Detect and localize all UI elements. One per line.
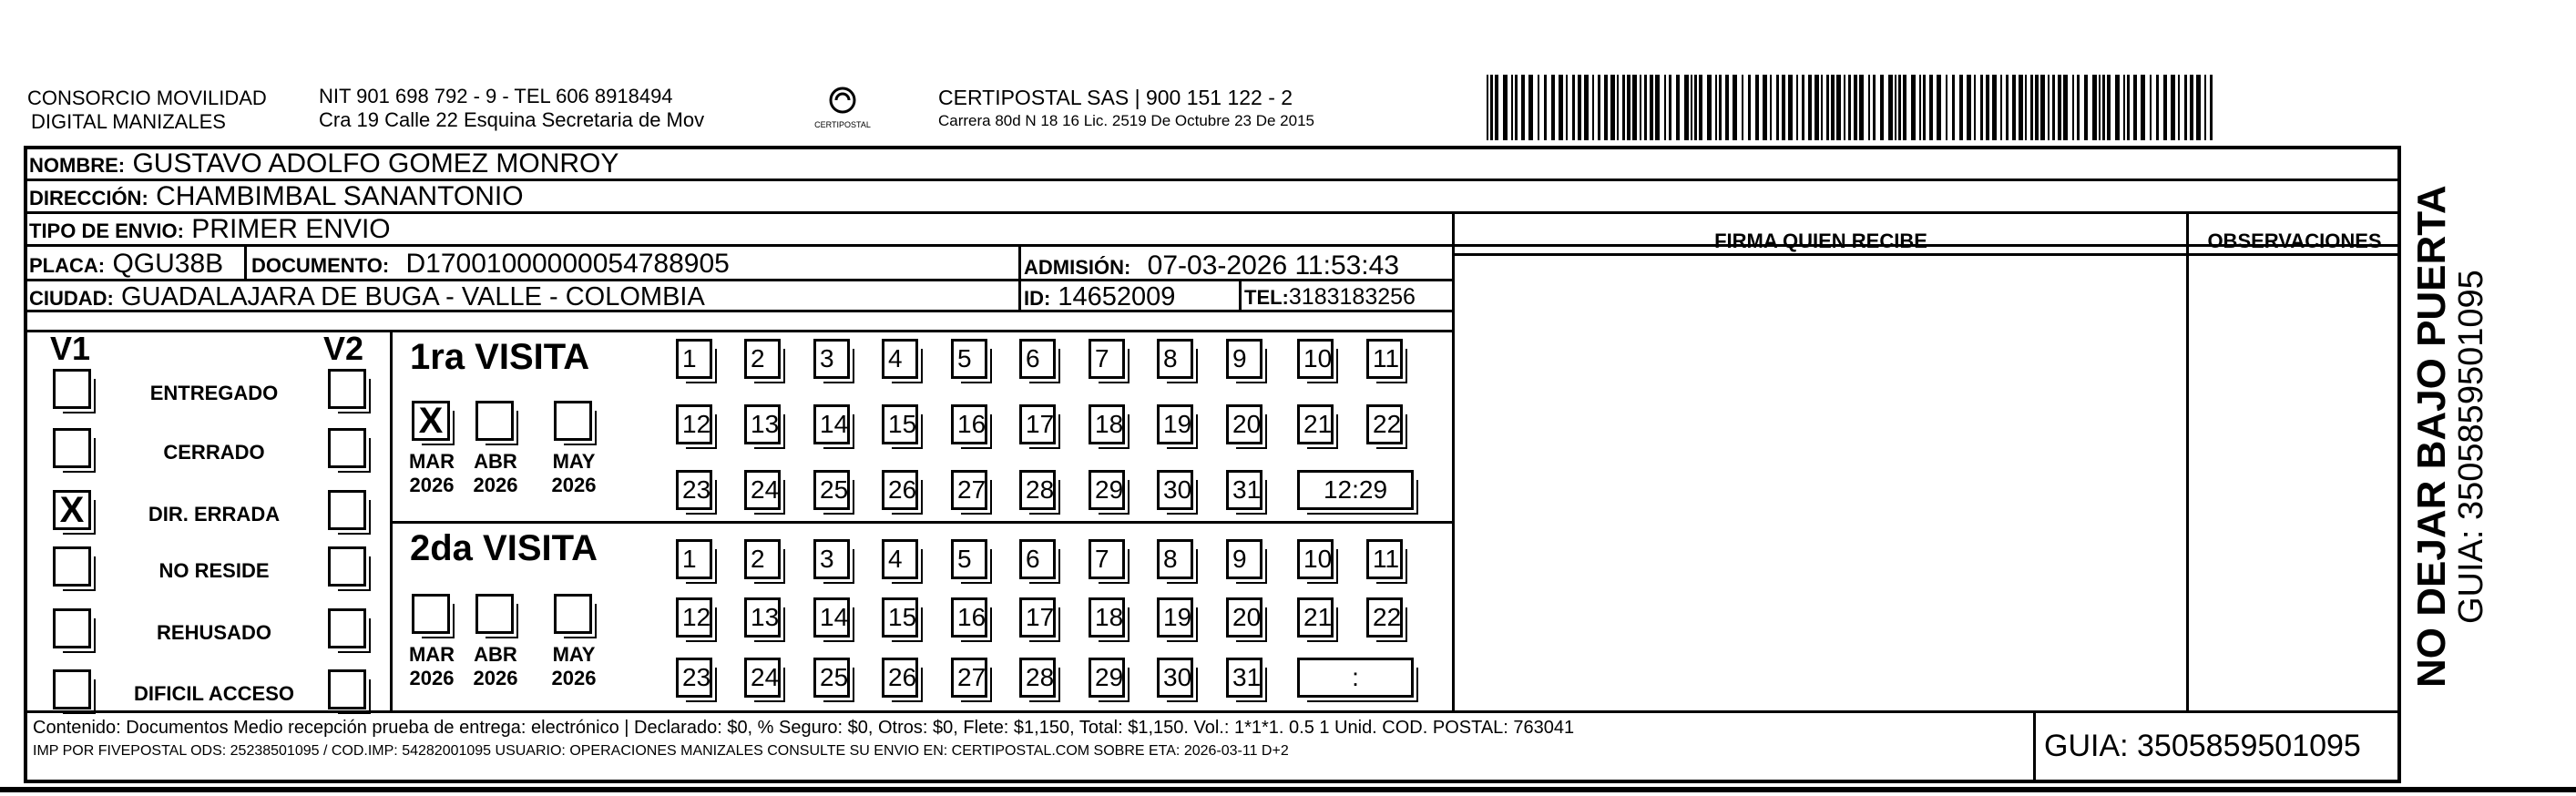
day-27[interactable]: 27 — [951, 470, 987, 510]
status-label: DIR. ERRADA — [148, 503, 281, 526]
year-label: 2026 — [409, 474, 455, 496]
day-12[interactable]: 12 — [676, 597, 712, 638]
day-24[interactable]: 24 — [744, 470, 781, 510]
day-16[interactable]: 16 — [951, 597, 987, 638]
day-13[interactable]: 13 — [744, 404, 781, 444]
day-3[interactable]: 3 — [813, 339, 850, 379]
day-29[interactable]: 29 — [1089, 470, 1125, 510]
no-dejar-notice: NO DEJAR BAJO PUERTA — [2409, 185, 2454, 688]
month-checkbox[interactable] — [554, 401, 592, 441]
day-18[interactable]: 18 — [1089, 597, 1125, 638]
day-2[interactable]: 2 — [744, 339, 781, 379]
tipo-envio-row: TIPO DE ENVIO: PRIMER ENVIO — [29, 214, 391, 244]
month-label: MAY — [552, 643, 596, 666]
day-6[interactable]: 6 — [1019, 539, 1056, 579]
side-guia: GUIA: 3505859501095 — [2452, 270, 2490, 624]
admision-field: ADMISIÓN: 07-03-2026 11:53:43 — [1024, 250, 1400, 281]
barcode — [1487, 75, 2215, 140]
v1-checkbox[interactable] — [53, 669, 91, 709]
day-25[interactable]: 25 — [813, 470, 850, 510]
day-22[interactable]: 22 — [1366, 404, 1403, 444]
year-label: 2026 — [551, 474, 597, 496]
month-checkbox[interactable] — [554, 594, 592, 634]
v1-checkbox[interactable] — [53, 608, 91, 648]
v2-checkbox[interactable] — [328, 669, 366, 709]
day-30[interactable]: 30 — [1157, 658, 1193, 698]
time-field[interactable]: : — [1297, 658, 1414, 698]
day-20[interactable]: 20 — [1226, 404, 1262, 444]
svg-text:CERTIPOSTAL: CERTIPOSTAL — [814, 120, 871, 129]
day-20[interactable]: 20 — [1226, 597, 1262, 638]
day-2[interactable]: 2 — [744, 539, 781, 579]
day-14[interactable]: 14 — [813, 404, 850, 444]
v2-header: V2 — [323, 330, 364, 367]
day-11[interactable]: 11 — [1366, 539, 1403, 579]
day-9[interactable]: 9 — [1226, 339, 1262, 379]
company-nit: NIT 901 698 792 - 9 - TEL 606 8918494 Cra 19 Calle 22 Esquina Secretaria de Mov — [319, 85, 705, 131]
day-29[interactable]: 29 — [1089, 658, 1125, 698]
day-7[interactable]: 7 — [1089, 339, 1125, 379]
tel-field: TEL:3183183256 — [1244, 284, 1416, 310]
visit1-title: 1ra VISITA — [410, 337, 590, 377]
day-12[interactable]: 12 — [676, 404, 712, 444]
day-1[interactable]: 1 — [676, 339, 712, 379]
footer-guia: GUIA: 3505859501095 — [2044, 729, 2361, 763]
month-checkbox[interactable] — [475, 594, 514, 634]
year-label: 2026 — [473, 474, 518, 496]
id-field: ID: 14652009 — [1024, 282, 1176, 311]
certipostal-info: CERTIPOSTAL SAS | 900 151 122 - 2 Carrera 80d N 18 16 Lic. 2519 De Octubre 23 De 2015 — [938, 86, 1314, 129]
v1-checkbox[interactable]: X — [53, 490, 91, 530]
day-19[interactable]: 19 — [1157, 597, 1193, 638]
month-label: MAR — [408, 643, 455, 666]
day-7[interactable]: 7 — [1089, 539, 1125, 579]
day-10[interactable]: 10 — [1297, 339, 1334, 379]
v2-checkbox[interactable] — [328, 546, 366, 587]
day-10[interactable]: 10 — [1297, 539, 1334, 579]
day-4[interactable]: 4 — [882, 539, 918, 579]
day-19[interactable]: 19 — [1157, 404, 1193, 444]
direccion-row: DIRECCIÓN: CHAMBIMBAL SANANTONIO — [29, 181, 524, 211]
day-15[interactable]: 15 — [882, 597, 918, 638]
day-26[interactable]: 26 — [882, 470, 918, 510]
year-label: 2026 — [409, 667, 455, 689]
documento-field: DOCUMENTO: D17001000000054788905 — [251, 249, 730, 279]
day-17[interactable]: 17 — [1019, 597, 1056, 638]
v2-checkbox[interactable] — [328, 608, 366, 648]
day-31[interactable]: 31 — [1226, 470, 1262, 510]
day-5[interactable]: 5 — [951, 339, 987, 379]
month-label: ABR — [474, 450, 517, 473]
day-16[interactable]: 16 — [951, 404, 987, 444]
day-8[interactable]: 8 — [1157, 339, 1193, 379]
day-28[interactable]: 28 — [1019, 658, 1056, 698]
day-4[interactable]: 4 — [882, 339, 918, 379]
month-label: MAY — [552, 450, 596, 473]
company-name: CONSORCIO MOVILIDAD DIGITAL MANIZALES — [27, 87, 267, 133]
month-checkbox[interactable]: X — [412, 401, 450, 441]
status-label: ENTREGADO — [149, 382, 279, 404]
day-31[interactable]: 31 — [1226, 658, 1262, 698]
status-label: NO RESIDE — [158, 559, 270, 582]
day-18[interactable]: 18 — [1089, 404, 1125, 444]
day-6[interactable]: 6 — [1019, 339, 1056, 379]
visit2-title: 2da VISITA — [410, 528, 598, 568]
month-label: ABR — [474, 643, 517, 666]
v1-checkbox[interactable] — [53, 428, 91, 468]
day-5[interactable]: 5 — [951, 539, 987, 579]
day-3[interactable]: 3 — [813, 539, 850, 579]
month-checkbox[interactable] — [412, 594, 450, 634]
day-25[interactable]: 25 — [813, 658, 850, 698]
month-label: MAR — [408, 450, 455, 473]
nombre-row: NOMBRE: GUSTAVO ADOLFO GOMEZ MONROY — [29, 148, 619, 179]
month-checkbox[interactable] — [475, 401, 514, 441]
day-13[interactable]: 13 — [744, 597, 781, 638]
observaciones-header: OBSERVACIONES — [2207, 230, 2382, 252]
status-label: CERRADO — [163, 441, 265, 464]
day-21[interactable]: 21 — [1297, 597, 1334, 638]
day-21[interactable]: 21 — [1297, 404, 1334, 444]
v2-checkbox[interactable] — [328, 490, 366, 530]
placa-field: PLACA: QGU38B — [29, 249, 224, 279]
day-30[interactable]: 30 — [1157, 470, 1193, 510]
day-9[interactable]: 9 — [1226, 539, 1262, 579]
day-24[interactable]: 24 — [744, 658, 781, 698]
v1-checkbox[interactable] — [53, 546, 91, 587]
day-15[interactable]: 15 — [882, 404, 918, 444]
certipostal-logo — [811, 82, 874, 137]
day-11[interactable]: 11 — [1366, 339, 1403, 379]
firma-header: FIRMA QUIEN RECIBE — [1714, 230, 1927, 252]
day-1[interactable]: 1 — [676, 539, 712, 579]
day-22[interactable]: 22 — [1366, 597, 1403, 638]
day-27[interactable]: 27 — [951, 658, 987, 698]
year-label: 2026 — [473, 667, 518, 689]
v2-checkbox[interactable] — [328, 428, 366, 468]
v1-header: V1 — [50, 330, 91, 367]
day-28[interactable]: 28 — [1019, 470, 1056, 510]
ciudad-field: CIUDAD: GUADALAJARA DE BUGA - VALLE - COLOMBIA — [29, 282, 705, 311]
footer-content: Contenido: Documentos Medio recepción prueba de entrega: electrónico | Declarado: $0, % Seguro: $0, Otros: $0, Flete: $1,150, Total: $1,150. Vol.: 1*1*1. 0.5 1 Unid. COD. POSTAL: 763041 IMP POR FIVEPOSTAL ODS: 25238501095 / COD.IMP: 54282001095 USUARIO: OPERACIONES MANIZALES CONSULTE SU ENVIO EN: CERTIPOSTAL.COM SOBRE ETA: 2026-03-11 D+2 — [33, 718, 1575, 759]
v1-checkbox[interactable] — [53, 369, 91, 409]
v2-checkbox[interactable] — [328, 369, 366, 409]
day-8[interactable]: 8 — [1157, 539, 1193, 579]
day-17[interactable]: 17 — [1019, 404, 1056, 444]
day-26[interactable]: 26 — [882, 658, 918, 698]
scan-bottom-edge — [0, 787, 2576, 792]
day-23[interactable]: 23 — [676, 658, 712, 698]
status-label: DIFICIL ACCESO — [133, 682, 294, 705]
status-label: REHUSADO — [157, 621, 271, 644]
time-field[interactable]: 12:29 — [1297, 470, 1414, 510]
day-23[interactable]: 23 — [676, 470, 712, 510]
year-label: 2026 — [551, 667, 597, 689]
day-14[interactable]: 14 — [813, 597, 850, 638]
